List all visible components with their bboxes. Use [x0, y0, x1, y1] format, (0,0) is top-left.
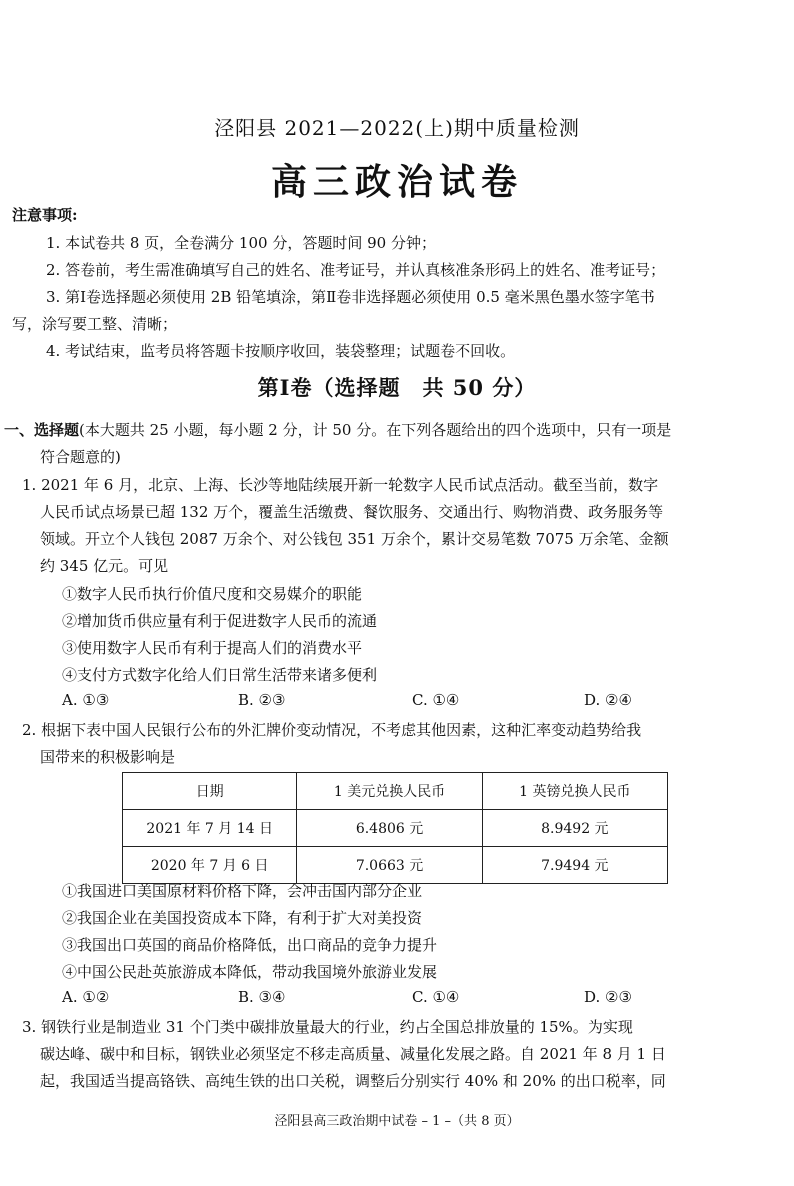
table-header-row [123, 773, 668, 810]
part-one-label: 一、选择题 [4, 421, 80, 439]
exchange-rate-table [122, 772, 668, 884]
q1-statement: ④支付方式数字化给人们日常生活带来诸多便利 [62, 666, 378, 684]
table-cell: 7.0663 元 [297, 847, 482, 884]
q3-stem: 碳达峰、碳中和目标，钢铁业必须坚定不移走高质量、减量化发展之路。自 2021 年 8 月 1 日 [40, 1045, 666, 1063]
exam-subtitle: 泾阳县 2021—2022(上)期中质量检测 [214, 116, 580, 140]
page-footer: 泾阳县高三政治期中试卷 – 1 –（共 8 页） [274, 1114, 520, 1129]
q2-statement: ①我国进口美国原材料价格下降，会冲击国内部分企业 [62, 882, 423, 900]
table-header-cell: 1 美元兑换人民币 [297, 773, 482, 810]
notice-item: 2. 答卷前，考生需准确填写自己的姓名、准考证号，并认真核准条形码上的姓名、准考证号； [46, 261, 666, 279]
q1-stem: 人民币试点场景已超 132 万个，覆盖生活缴费、餐饮服务、交通出行、购物消费、政务服务等 [40, 503, 664, 521]
q1-stem: 领域。开立个人钱包 2087 万余个、对公钱包 351 万余个，累计交易笔数 7075 万余笔、金额 [40, 530, 669, 548]
table-cell: 2021 年 7 月 14 日 [123, 810, 297, 847]
q1-statement: ①数字人民币执行价值尺度和交易媒介的职能 [62, 585, 363, 603]
table-row [123, 810, 668, 847]
part-one-instructions [4, 419, 671, 440]
q2-option-b: B. ③④ [238, 988, 286, 1006]
table-row [123, 847, 668, 884]
q2-statement: ③我国出口英国的商品价格降低，出口商品的竞争力提升 [62, 936, 438, 954]
section-title: 第Ⅰ卷（选择题 共 50 分） [257, 375, 537, 400]
q1-option-d: D. ②④ [584, 691, 632, 709]
q2-statement: ④中国公民赴英旅游成本降低，带动我国境外旅游业发展 [62, 963, 438, 981]
q2-stem: 国带来的积极影响是 [40, 748, 176, 766]
notice-item: 3. 第Ⅰ卷选择题必须使用 2B 铅笔填涂，第Ⅱ卷非选择题必须使用 0.5 毫米黑色墨水签字笔书 [46, 288, 655, 306]
notice-item: 4. 考试结束，监考员将答题卡按顺序收回，装袋整理；试题卷不回收。 [46, 342, 516, 360]
q2-stem: 2. 根据下表中国人民银行公布的外汇牌价变动情况，不考虑其他因素，这种汇率变动趋势给我 [22, 721, 642, 739]
notice-heading: 注意事项: [12, 206, 78, 224]
q1-stem: 约 345 亿元。可见 [40, 557, 169, 575]
exam-title: 高三政治试卷 [270, 161, 523, 203]
table-cell: 2020 年 7 月 6 日 [123, 847, 297, 884]
notice-item: 写，涂写要工整、清晰； [12, 315, 178, 333]
q2-option-a: A. ①② [62, 988, 110, 1006]
q1-option-c: C. ①④ [412, 691, 460, 709]
q2-option-c: C. ①④ [412, 988, 460, 1006]
table-cell: 7.9494 元 [482, 847, 667, 884]
table-header-cell: 日期 [123, 773, 297, 810]
q1-option-a: A. ①③ [62, 691, 110, 709]
table-cell: 6.4806 元 [297, 810, 482, 847]
q3-stem: 起，我国适当提高铬铁、高纯生铁的出口关税，调整后分别实行 40% 和 20% 的出口税率，同 [40, 1072, 666, 1090]
q1-statement: ②增加货币供应量有利于促进数字人民币的流通 [62, 612, 378, 630]
notice-item: 1. 本试卷共 8 页，全卷满分 100 分，答题时间 90 分钟； [46, 234, 436, 252]
q2-option-d: D. ②③ [584, 988, 632, 1006]
q3-stem: 3. 钢铁行业是制造业 31 个门类中碳排放量最大的行业，约占全国总排放量的 15%。为实现 [22, 1018, 633, 1036]
q1-statement: ③使用数字人民币有利于提高人们的消费水平 [62, 639, 363, 657]
q1-option-b: B. ②③ [238, 691, 286, 709]
q2-statement: ②我国企业在美国投资成本下降，有利于扩大对美投资 [62, 909, 423, 927]
table-cell: 8.9492 元 [482, 810, 667, 847]
part-one-desc-cont: 符合题意的) [40, 448, 121, 466]
q1-stem: 1. 2021 年 6 月，北京、上海、长沙等地陆续展开新一轮数字人民币试点活动。截至当前，数字 [22, 476, 659, 494]
part-one-desc: (本大题共 25 小题，每小题 2 分，计 50 分。在下列各题给出的四个选项中，只有一项是 [79, 421, 672, 439]
table-header-cell: 1 英镑兑换人民币 [482, 773, 667, 810]
